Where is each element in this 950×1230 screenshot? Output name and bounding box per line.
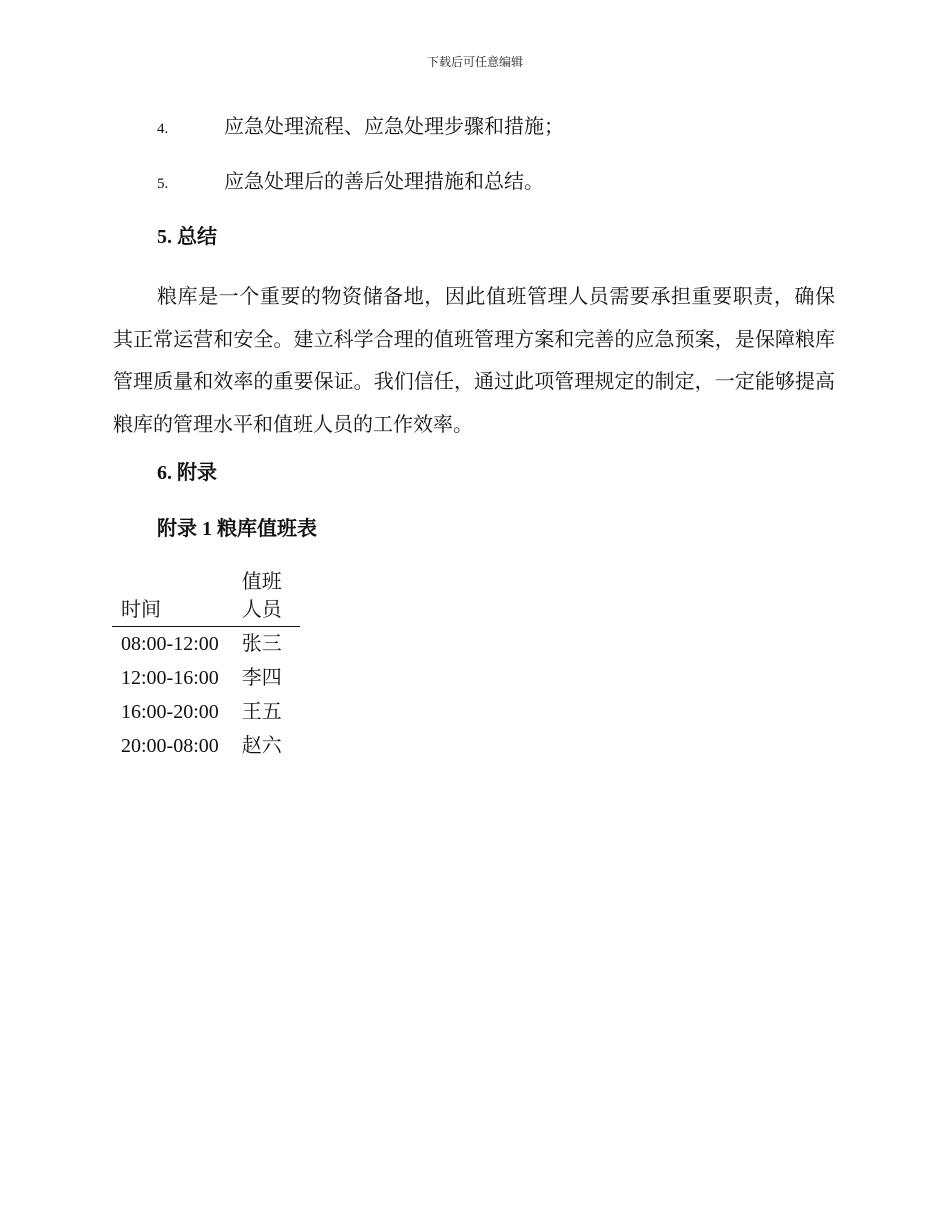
table-row [112,695,300,729]
cell-time: 12:00-16:00 [121,667,219,689]
header-staff: 值班人员 [233,568,300,627]
cell-time: 16:00-20:00 [121,701,219,723]
cell-staff: 李四 [241,667,282,689]
table-row [112,661,300,695]
header-time: 时间 [112,568,233,627]
cell-time: 20:00-08:00 [121,735,219,757]
section-heading-summary: 5. 总结 [157,226,217,248]
list-item-number: 4. [157,121,169,137]
list-item [157,168,544,198]
list-item-number: 5. [157,176,169,192]
cell-staff: 赵六 [241,735,282,757]
cell-time: 08:00-12:00 [121,633,219,655]
list-item-text: 应急处理流程、应急处理步骤和措施； [224,116,564,138]
list-item-text: 应急处理后的善后处理措施和总结。 [224,171,544,193]
table-row [112,627,300,662]
cell-staff: 王五 [241,701,282,723]
duty-schedule-table [112,568,300,763]
page-header: 下载后可任意编辑 [426,55,523,69]
section-heading-appendix: 6. 附录 [157,462,217,484]
table-row [112,729,300,763]
cell-staff: 张三 [241,633,282,655]
list-item [157,113,564,143]
summary-paragraph: 粮库是一个重要的物资储备地，因此值班管理人员需要承担重要职责，确保其正常运营和安全。建立科学合理的值班管理方案和完善的应急预案，是保障粮库管理质量和效率的重要保证。我们信任，通过此项管理规定的制定，一定能够提高粮库的管理水平和值班人员的工作效率。 [113,286,835,436]
appendix1-heading: 附录 1 粮库值班表 [157,518,317,540]
table-header-row [112,568,300,627]
